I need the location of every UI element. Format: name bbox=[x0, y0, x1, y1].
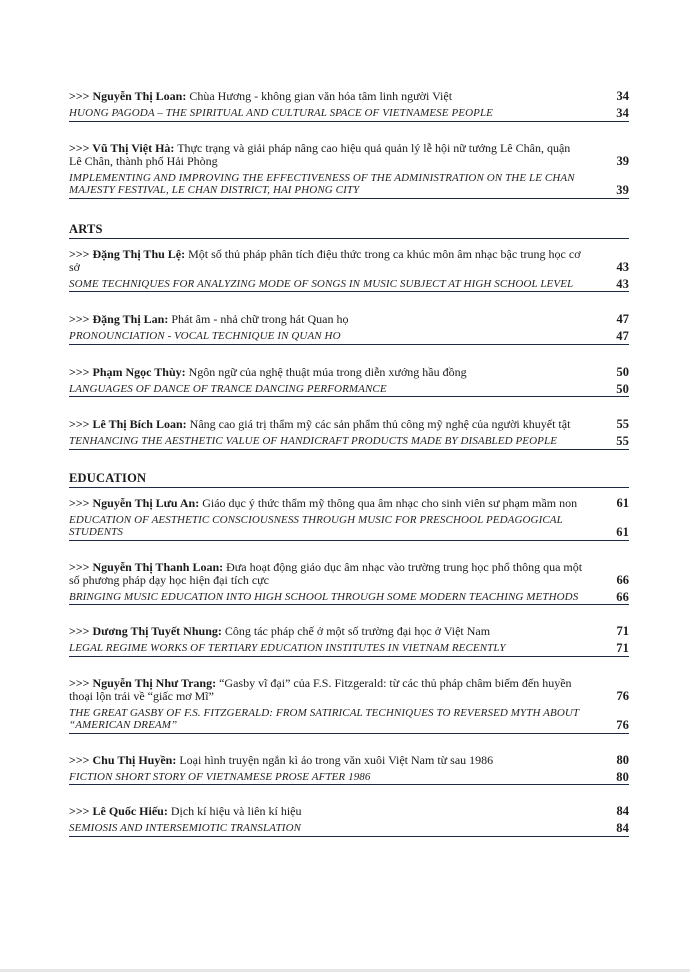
entry-page-number: 71 bbox=[616, 624, 629, 638]
toc-entry-vn[interactable] bbox=[69, 561, 629, 587]
entry-english-title: SOME TECHNIQUES FOR ANALYZING MODE OF SONGS IN MUSIC SUBJECT AT HIGH SCHOOL LEVEL bbox=[69, 277, 574, 290]
toc-entry-title bbox=[69, 366, 605, 379]
entry-title: Giáo dục ý thức thẩm mỹ thông qua âm nhạc cho sinh viên sư phạm mầm non bbox=[199, 495, 578, 510]
toc-entry bbox=[69, 90, 629, 122]
entry-english-page-number: 47 bbox=[616, 329, 629, 343]
entry-english-title: LEGAL REGIME WORKS OF TERTIARY EDUCATION INSTITUTES IN VIETNAM RECENTLY bbox=[69, 642, 506, 654]
entry-author: Vũ Thị Việt Hà: bbox=[92, 140, 175, 155]
toc-entry bbox=[69, 366, 629, 398]
toc-entry-title bbox=[69, 497, 605, 510]
toc-entry-title bbox=[69, 313, 605, 326]
entry-author: Nguyễn Thị Loan: bbox=[92, 89, 187, 103]
toc-entry-title bbox=[69, 248, 605, 274]
entry-page-number: 55 bbox=[616, 417, 629, 431]
entry-title: “Gasby vĩ đại” của F.S. Fitzgerald: từ các thủ pháp châm biếm đến huyền thoại lộn trái về “giấc mơ Mĩ” bbox=[69, 675, 572, 703]
entry-english-title: HUONG PAGODA – THE SPIRITUAL AND CULTURAL SPACE OF VIETNAMESE PEOPLE bbox=[69, 107, 493, 119]
entry-title: Đưa hoạt động giáo dục âm nhạc vào trường trung học phổ thông qua một số phương pháp dạy học hiện đại tích cực bbox=[69, 559, 583, 587]
toc-entry-en[interactable] bbox=[69, 642, 629, 657]
toc-entry bbox=[69, 313, 629, 345]
toc-entry-en[interactable] bbox=[69, 278, 629, 293]
entry-prefix: >>> bbox=[69, 675, 93, 690]
entry-author: Nguyễn Thị Lưu An: bbox=[92, 495, 200, 510]
toc-entry-title bbox=[69, 418, 605, 431]
entry-title: Chùa Hương - không gian văn hóa tâm linh người Việt bbox=[186, 89, 453, 103]
entry-english-title: IMPLEMENTING AND IMPROVING THE EFFECTIVENESS OF THE ADMINISTRATION ON THE LE CHAN MAJESTY FESTIVAL, LE CHAN DISTRICT, HAI PHONG CITY bbox=[69, 171, 575, 196]
entry-english-title: LANGUAGES OF DANCE OF TRANCE DANCING PERFORMANCE bbox=[69, 382, 387, 395]
entry-prefix: >>> bbox=[69, 559, 93, 574]
toc-entry bbox=[69, 754, 629, 786]
entry-author: Nguyễn Thị Như Trang: bbox=[92, 675, 217, 690]
section-heading: ARTS bbox=[69, 222, 629, 239]
section-heading: EDUCATION bbox=[69, 471, 629, 488]
entry-prefix: >>> bbox=[69, 312, 93, 326]
toc-entry-en[interactable] bbox=[69, 707, 629, 734]
entry-prefix: >>> bbox=[69, 624, 93, 638]
entry-title: Phát âm - nhả chữ trong hát Quan họ bbox=[168, 312, 349, 326]
toc-entry-title bbox=[69, 561, 605, 587]
entry-title: Một số thủ pháp phân tích điệu thức trong ca khúc môn âm nhạc bậc trung học cơ sở bbox=[69, 246, 581, 274]
toc-entry-title bbox=[69, 805, 605, 818]
entry-title: Loại hình truyện ngắn kì ảo trong văn xuôi Việt Nam từ sau 1986 bbox=[176, 752, 494, 767]
entry-author: Dương Thị Tuyết Nhung: bbox=[92, 624, 222, 638]
entry-english-title: EDUCATION OF AESTHETIC CONSCIOUSNESS THROUGH MUSIC FOR PRESCHOOL PEDAGOGICAL STUDENTS bbox=[69, 513, 563, 538]
toc-entry-en[interactable] bbox=[69, 107, 629, 122]
entry-prefix: >>> bbox=[69, 417, 93, 431]
toc-entry-en[interactable] bbox=[69, 172, 629, 199]
entry-author: Đặng Thị Thu Lệ: bbox=[92, 246, 186, 261]
entry-english-page-number: 50 bbox=[616, 381, 629, 396]
entry-author: Chu Thị Huyền: bbox=[92, 752, 177, 767]
toc-entry-vn[interactable] bbox=[69, 754, 629, 767]
toc-entry-title bbox=[69, 677, 605, 703]
toc-entry-en[interactable] bbox=[69, 771, 629, 786]
toc-entry-vn[interactable] bbox=[69, 418, 629, 431]
entry-page-number: 76 bbox=[616, 688, 629, 703]
entry-page-number: 61 bbox=[616, 495, 629, 510]
entry-title: Ngôn ngữ của nghệ thuật múa trong diễn xướng hầu đồng bbox=[185, 364, 467, 379]
toc-entry-vn[interactable] bbox=[69, 805, 629, 818]
entry-author: Phạm Ngọc Thùy: bbox=[92, 364, 186, 379]
entry-page-number: 80 bbox=[616, 752, 629, 767]
entry-prefix: >>> bbox=[69, 89, 93, 103]
toc-entry bbox=[69, 248, 629, 293]
entry-english-page-number: 84 bbox=[616, 821, 629, 835]
entry-page-number: 66 bbox=[616, 572, 629, 587]
entry-english-page-number: 71 bbox=[616, 641, 629, 655]
entry-page-number: 43 bbox=[616, 259, 629, 274]
toc-entry-vn[interactable] bbox=[69, 313, 629, 326]
entry-english-page-number: 76 bbox=[616, 718, 629, 732]
entry-page-number: 47 bbox=[616, 312, 629, 326]
entry-english-page-number: 61 bbox=[616, 525, 629, 539]
entry-page-number: 39 bbox=[616, 153, 629, 168]
toc-entry bbox=[69, 142, 629, 199]
entry-page-number: 84 bbox=[616, 804, 629, 818]
toc-entry-vn[interactable] bbox=[69, 677, 629, 703]
entry-english-page-number: 39 bbox=[616, 183, 629, 197]
toc-entry-title bbox=[69, 90, 605, 103]
entry-prefix: >>> bbox=[69, 495, 93, 510]
toc-entry-vn[interactable] bbox=[69, 497, 629, 510]
toc-entry-en[interactable] bbox=[69, 435, 629, 450]
toc-entry-vn[interactable] bbox=[69, 142, 629, 168]
entry-title: Dịch kí hiệu và liên kí hiệu bbox=[167, 804, 302, 818]
entry-title: Nâng cao giá trị thẩm mỹ các sản phẩm thủ công mỹ nghệ của người khuyết tật bbox=[186, 417, 571, 431]
toc-entry bbox=[69, 677, 629, 734]
toc-entry-title bbox=[69, 625, 605, 638]
toc-entry-title bbox=[69, 754, 605, 767]
toc-entry-en[interactable] bbox=[69, 591, 629, 606]
toc-entry-en[interactable] bbox=[69, 514, 629, 541]
toc-entry bbox=[69, 625, 629, 657]
entry-english-title: BRINGING MUSIC EDUCATION INTO HIGH SCHOOL THROUGH SOME MODERN TEACHING METHODS bbox=[69, 590, 579, 603]
toc-entry bbox=[69, 561, 629, 606]
entry-prefix: >>> bbox=[69, 140, 93, 155]
entry-english-page-number: 80 bbox=[616, 769, 629, 784]
entry-author: Lê Quốc Hiếu: bbox=[92, 804, 168, 818]
entry-title: Thực trạng và giải pháp nâng cao hiệu quả quản lý lễ hội nữ tướng Lê Chân, quận Lê Chân, thành phố Hải Phòng bbox=[69, 140, 571, 168]
entry-prefix: >>> bbox=[69, 804, 93, 818]
toc-entry bbox=[69, 418, 629, 450]
toc-entry-title bbox=[69, 142, 605, 168]
entry-english-title: TENHANCING THE AESTHETIC VALUE OF HANDICRAFT PRODUCTS MADE BY DISABLED PEOPLE bbox=[69, 435, 558, 447]
toc-entry bbox=[69, 805, 629, 837]
entry-author: Lê Thị Bích Loan: bbox=[92, 417, 187, 431]
toc-entry-vn[interactable] bbox=[69, 625, 629, 638]
entry-english-page-number: 55 bbox=[616, 434, 629, 448]
entry-english-page-number: 34 bbox=[616, 106, 629, 120]
table-of-contents bbox=[69, 90, 629, 837]
toc-entry-en[interactable] bbox=[69, 822, 629, 837]
entry-english-page-number: 43 bbox=[616, 276, 629, 291]
toc-entry-en[interactable] bbox=[69, 330, 629, 345]
entry-page-number: 50 bbox=[616, 364, 629, 379]
toc-entry-vn[interactable] bbox=[69, 90, 629, 103]
toc-entry bbox=[69, 497, 629, 541]
entry-page-number: 34 bbox=[616, 89, 629, 103]
entry-english-title: FICTION SHORT STORY OF VIETNAMESE PROSE AFTER 1986 bbox=[69, 770, 371, 783]
toc-entry-vn[interactable] bbox=[69, 248, 629, 274]
entry-prefix: >>> bbox=[69, 752, 93, 767]
entry-english-title: THE GREAT GASBY OF F.S. FITZGERALD: FROM SATIRICAL TECHNIQUES TO REVERSED MYTH ABOUT “AMERICAN DREAM” bbox=[69, 706, 579, 731]
entry-english-title: PRONOUNCIATION - VOCAL TECHNIQUE IN QUAN HO bbox=[69, 330, 341, 342]
entry-title: Công tác pháp chế ở một số trường đại học ở Việt Nam bbox=[221, 624, 491, 638]
entry-author: Đặng Thị Lan: bbox=[92, 312, 169, 326]
toc-entry-en[interactable] bbox=[69, 383, 629, 398]
entry-prefix: >>> bbox=[69, 246, 93, 261]
toc-entry-vn[interactable] bbox=[69, 366, 629, 379]
entry-english-page-number: 66 bbox=[616, 589, 629, 604]
entry-prefix: >>> bbox=[69, 364, 93, 379]
entry-english-title: SEMIOSIS AND INTERSEMIOTIC TRANSLATION bbox=[69, 822, 302, 834]
entry-author: Nguyễn Thị Thanh Loan: bbox=[92, 559, 224, 574]
